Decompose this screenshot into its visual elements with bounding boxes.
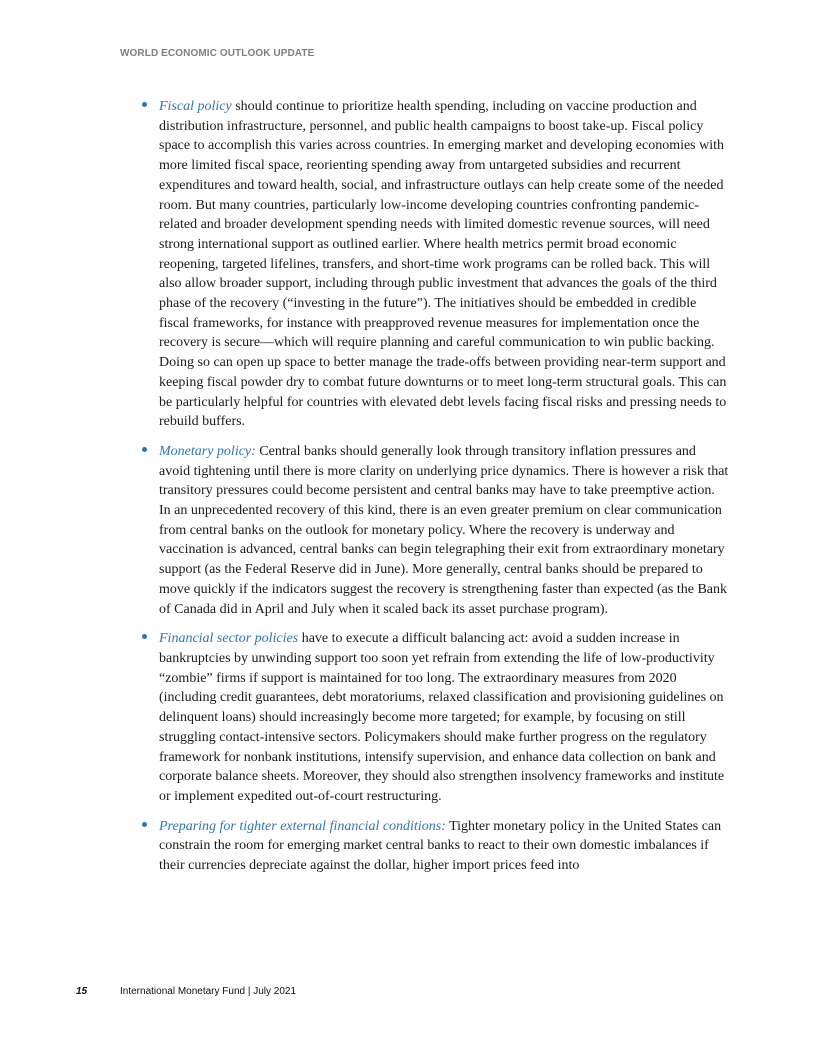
bullet-icon (142, 634, 147, 639)
paragraph (159, 629, 730, 806)
lead-term: Financial sector policies (159, 631, 299, 647)
bullet-icon (142, 102, 147, 107)
bullet-icon (142, 822, 147, 827)
main-content (120, 97, 730, 886)
bullet-monetary-policy (120, 442, 730, 619)
running-header: WORLD ECONOMIC OUTLOOK UPDATE (120, 48, 315, 59)
bullet-icon (142, 447, 147, 452)
paragraph (159, 442, 730, 619)
publication-line: International Monetary Fund | July 2021 (120, 986, 297, 997)
page-number: 15 (76, 986, 88, 997)
paragraph-body: Central banks should generally look through transitory inflation pressures and avoid tightening until there is more clarity on underlying price dynamics. There is however a risk that transitory pressures could become persistent and central banks may have to take preemptive action. In an unprecedented recovery of this kind, there is an even greater premium on clear communication from central banks on the outlook for monetary policy. Where the recovery is underway and vaccination is advanced, central banks can begin telegraphing their exit from extraordinary monetary support (as the Federal Reserve did in June). More generally, central banks should be prepared to move quickly if the indicators suggest the recovery is strengthening faster than expected (as the Bank of Canada did in April and July when it scaled back its asset purchase program). (159, 443, 729, 617)
lead-term: Fiscal policy (159, 99, 232, 114)
paragraph-body: Tighter monetary policy in the United States can constrain the room for emerging market central banks to react to their own domestic imbalances if their currencies depreciate against the dollar, higher import prices feed into (159, 818, 722, 874)
bullet-financial-sector-policies (120, 629, 730, 806)
lead-term: Monetary policy: (159, 443, 256, 459)
bullet-external-financial-conditions (120, 817, 730, 876)
bullet-fiscal-policy (120, 97, 730, 432)
paragraph-body: should continue to prioritize health spending, including on vaccine production and distribution infrastructure, personnel, and public health campaigns to boost take-up. Fiscal policy space to accomplish this varies across countries. In emerging market and developing economies with more limited fiscal space, reorienting spending away from untargeted subsidies and recurrent expenditures and toward health, social, and infrastructure outlays can help create some of the needed room. But many countries, particularly low-income developing countries confronting pandemic-related and broader development spending needs with limited domestic revenue sources, will need strong international support as outlined earlier. Where health metrics permit broad economic reopening, targeted lifelines, transfers, and short-time work programs can be rolled back. This will also allow broader support, including through public investment that advances the goals of the third phase of the recovery (“investing in the future”). The initiatives should be embedded in credible fiscal frameworks, for instance with preapproved revenue measures for implementation once the recovery is secure—which will require planning and careful communication to win public backing. Doing so can open up space to better manage the trade-offs between providing near-term support and keeping fiscal powder dry to combat future downturns or to meet long-term structural goals. This can be particularly helpful for countries with elevated debt levels facing fiscal risks and pressing needs to rebuild buffers. (159, 99, 727, 430)
lead-term: Preparing for tighter external financial conditions: (159, 818, 446, 834)
paragraph (159, 817, 730, 876)
paragraph-body: have to execute a difficult balancing act: avoid a sudden increase in bankruptcies by unwinding support too soon yet refrain from extending the life of low-productivity “zombie” firms if support is maintained for too long. The extraordinary measures from 2020 (including credit guarantees, debt moratoriums, relaxed classification and provisioning guidelines on delinquent loans) should increasingly become more targeted; for example, by focusing on still struggling contact-intensive sectors. Policymakers should make further progress on the regulatory framework for nonbank institutions, intensify supervision, and enhance data collection on bank and corporate balance sheets. Moreover, they should also strengthen insolvency frameworks and institute or implement expedited out-of-court restructuring. (159, 631, 725, 804)
paragraph (159, 97, 730, 432)
